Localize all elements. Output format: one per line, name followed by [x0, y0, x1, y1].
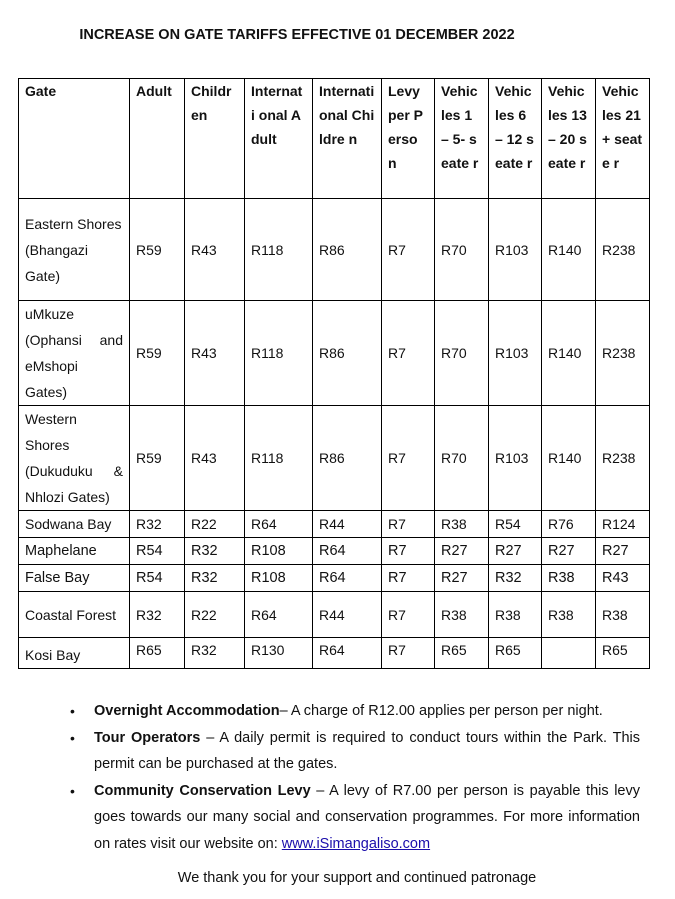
cell-vehicles-1-5: R70	[435, 199, 489, 301]
cell-levy: R7	[382, 592, 435, 638]
cell-vehicles-6-12: R54	[489, 511, 542, 538]
cell-vehicles-13-20: R38	[542, 592, 596, 638]
cell-vehicles-21-plus: R38	[596, 592, 650, 638]
cell-vehicles-1-5: R27	[435, 538, 489, 565]
cell-vehicles-13-20: R140	[542, 406, 596, 511]
cell-vehicles-6-12: R32	[489, 565, 542, 592]
cell-vehicles-13-20: R27	[542, 538, 596, 565]
gate-name-cell: Coastal Forest	[19, 592, 130, 638]
cell-international-children: R86	[313, 301, 382, 406]
cell-vehicles-13-20: R76	[542, 511, 596, 538]
cell-vehicles-21-plus: R43	[596, 565, 650, 592]
cell-adult: R54	[130, 538, 185, 565]
cell-levy: R7	[382, 565, 435, 592]
cell-children: R32	[185, 638, 245, 669]
note-overnight-accommodation	[70, 698, 640, 725]
cell-vehicles-21-plus: R27	[596, 538, 650, 565]
cell-international-children: R64	[313, 565, 382, 592]
cell-children: R43	[185, 199, 245, 301]
cell-levy: R7	[382, 199, 435, 301]
cell-vehicles-21-plus: R238	[596, 301, 650, 406]
cell-vehicles-13-20: R140	[542, 199, 596, 301]
cell-adult: R59	[130, 199, 185, 301]
tariff-table	[18, 78, 650, 669]
cell-vehicles-1-5: R65	[435, 638, 489, 669]
thank-you-message: We thank you for your support and continued patronage	[177, 870, 537, 886]
notes-list	[70, 698, 640, 857]
header-international-children: Internati onal Childre n	[313, 79, 382, 199]
cell-levy: R7	[382, 406, 435, 511]
header-vehicles-1-5: Vehic les 1 – 5- seate r	[435, 79, 489, 199]
cell-international-adult: R118	[245, 406, 313, 511]
gate-name-cell: Maphelane	[19, 538, 130, 565]
table-header-row	[19, 79, 650, 199]
note-heading: Community Conservation Levy	[94, 782, 311, 799]
table-row	[19, 406, 650, 511]
cell-vehicles-21-plus: R124	[596, 511, 650, 538]
cell-international-adult: R64	[245, 592, 313, 638]
cell-vehicles-6-12: R38	[489, 592, 542, 638]
bullet-icon: •	[70, 703, 75, 719]
gate-name-cell: Western Shores (Dukuduku & Nhlozi Gates)	[19, 406, 130, 511]
cell-vehicles-1-5: R70	[435, 406, 489, 511]
header-vehicles-13-20: Vehic les 13 – 20 seate r	[542, 79, 596, 199]
cell-international-children: R86	[313, 406, 382, 511]
cell-children: R32	[185, 565, 245, 592]
cell-children: R32	[185, 538, 245, 565]
cell-adult: R32	[130, 592, 185, 638]
cell-vehicles-6-12: R103	[489, 406, 542, 511]
cell-levy: R7	[382, 538, 435, 565]
header-levy-per-person: Levy per Perso n	[382, 79, 435, 199]
cell-vehicles-6-12: R65	[489, 638, 542, 669]
cell-adult: R32	[130, 511, 185, 538]
website-link[interactable]: www.iSimangaliso.com	[281, 835, 431, 852]
table-row	[19, 301, 650, 406]
cell-international-adult: R118	[245, 301, 313, 406]
cell-international-children: R64	[313, 638, 382, 669]
cell-vehicles-13-20	[542, 638, 596, 669]
gate-name-cell: uMkuze (Ophansi and eMshopi Gates)	[19, 301, 130, 406]
header-vehicles-6-12: Vehic les 6 – 12 seate r	[489, 79, 542, 199]
cell-international-children: R86	[313, 199, 382, 301]
cell-international-children: R44	[313, 511, 382, 538]
note-text: – A daily permit is required to conduct tours within the Park. This permit can be purchased at the gates.	[94, 729, 640, 772]
cell-vehicles-13-20: R38	[542, 565, 596, 592]
note-text: – A levy of R7.00 per person is payable this levy goes towards our many social and conservation programmes. For more information on rates visit our website on:	[94, 782, 641, 852]
note-heading: Overnight Accommodation	[94, 703, 280, 719]
table-row	[19, 199, 650, 301]
cell-vehicles-1-5: R70	[435, 301, 489, 406]
note-heading: Tour Operators	[94, 729, 201, 746]
gate-name-cell: False Bay	[19, 565, 130, 592]
note-community-levy	[70, 778, 640, 858]
cell-vehicles-1-5: R38	[435, 592, 489, 638]
cell-children: R43	[185, 406, 245, 511]
cell-vehicles-21-plus: R238	[596, 199, 650, 301]
header-gate: Gate	[19, 79, 130, 199]
cell-international-adult: R130	[245, 638, 313, 669]
cell-adult: R59	[130, 406, 185, 511]
bullet-icon: •	[70, 782, 75, 799]
cell-levy: R7	[382, 511, 435, 538]
cell-vehicles-13-20: R140	[542, 301, 596, 406]
cell-vehicles-21-plus: R65	[596, 638, 650, 669]
cell-children: R43	[185, 301, 245, 406]
cell-vehicles-6-12: R103	[489, 301, 542, 406]
header-vehicles-21-plus: Vehic les 21+ seate r	[596, 79, 650, 199]
gate-name-cell: Kosi Bay	[19, 638, 130, 669]
table-row	[19, 638, 650, 669]
gate-name-cell: Eastern Shores (Bhangazi Gate)	[19, 199, 130, 301]
cell-vehicles-21-plus: R238	[596, 406, 650, 511]
gate-name-cell: Sodwana Bay	[19, 511, 130, 538]
cell-international-children: R44	[313, 592, 382, 638]
cell-vehicles-6-12: R27	[489, 538, 542, 565]
cell-children: R22	[185, 511, 245, 538]
page-title: INCREASE ON GATE TARIFFS EFFECTIVE 01 DECEMBER 2022	[79, 27, 515, 43]
note-tour-operators	[70, 725, 640, 778]
cell-adult: R65	[130, 638, 185, 669]
cell-vehicles-6-12: R103	[489, 199, 542, 301]
table-row	[19, 538, 650, 565]
cell-international-children: R64	[313, 538, 382, 565]
cell-levy: R7	[382, 301, 435, 406]
header-adult: Adult	[130, 79, 185, 199]
table-row	[19, 511, 650, 538]
cell-adult: R59	[130, 301, 185, 406]
cell-international-adult: R64	[245, 511, 313, 538]
cell-levy: R7	[382, 638, 435, 669]
table-row	[19, 592, 650, 638]
table-row	[19, 565, 650, 592]
header-children: Childr en	[185, 79, 245, 199]
header-international-adult: Internati onal Adult	[245, 79, 313, 199]
cell-international-adult: R108	[245, 538, 313, 565]
cell-international-adult: R118	[245, 199, 313, 301]
cell-children: R22	[185, 592, 245, 638]
cell-international-adult: R108	[245, 565, 313, 592]
cell-adult: R54	[130, 565, 185, 592]
note-text: – A charge of R12.00 applies per person per night.	[279, 703, 603, 719]
bullet-icon: •	[70, 729, 75, 746]
cell-vehicles-1-5: R38	[435, 511, 489, 538]
cell-vehicles-1-5: R27	[435, 565, 489, 592]
